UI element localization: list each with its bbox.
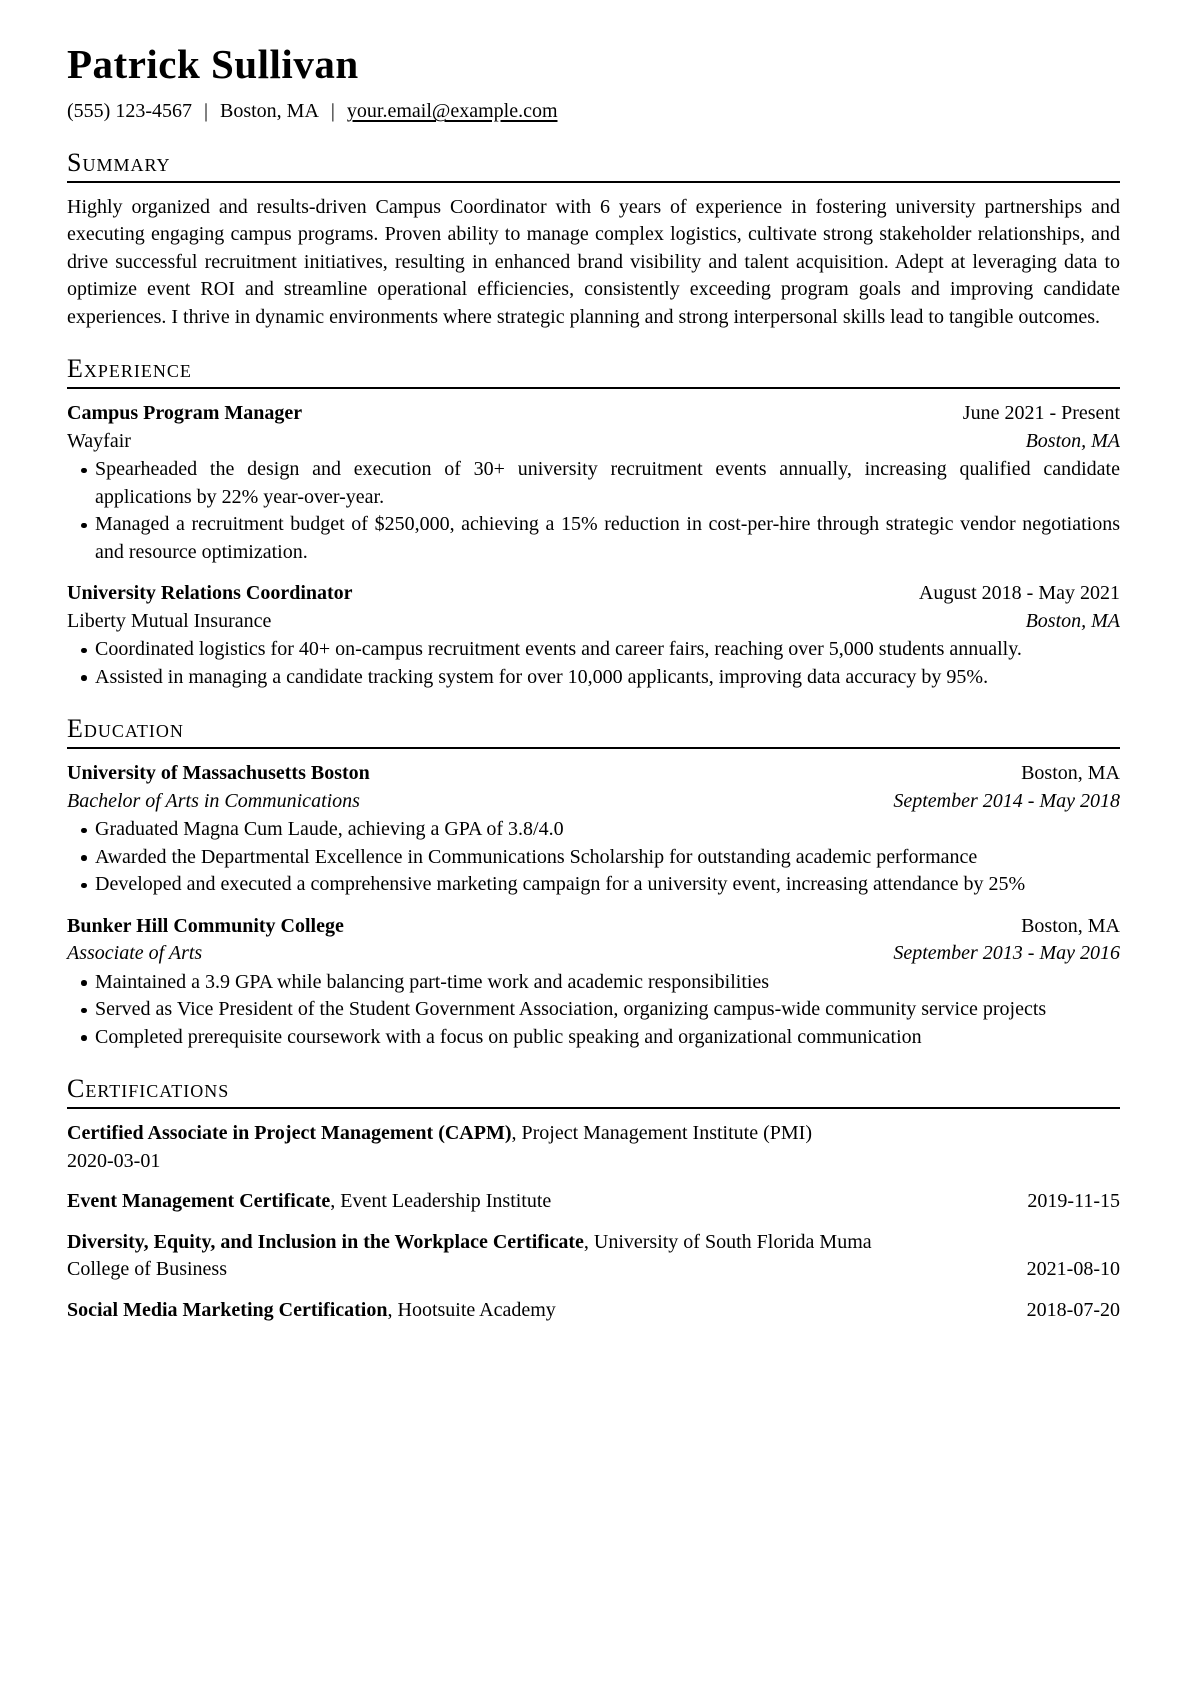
section-experience: [67, 354, 1120, 691]
cert-text-line: [67, 1120, 1120, 1148]
bullet-item: Managed a recruitment budget of $250,000, achieving a 15% reduction in cost-per-hire through strategic vendor negotiations and resource optimization.: [67, 511, 1120, 566]
school-location: Boston, MA: [1021, 762, 1120, 785]
school-name: Bunker Hill Community College: [67, 914, 344, 937]
job-location: Boston, MA: [1025, 429, 1120, 452]
summary-heading: Summary: [67, 148, 171, 178]
cert-issuer: , Event Leadership Institute: [330, 1190, 552, 1213]
cert-date: 2021-08-10: [1026, 1258, 1120, 1281]
cert-text-line: [67, 1297, 1120, 1325]
section-rule: [67, 747, 1120, 749]
summary-text: Highly organized and results-driven Campus Coordinator with 6 years of experience in fostering university partnerships and executing engaging campus programs. Proven ability to manage complex logistics, cultivate strong stakeholder relationships, and drive successful recruitment initiatives, resulting in enhanced brand visibility and talent acquisition. Adept at leveraging data to optimize event ROI and streamline operational efficiencies, consistently exceeding program goals and improving candidate experiences. I thrive in dynamic environments where strategic planning and strong interpersonal skills lead to tangible outcomes.: [67, 195, 1120, 328]
cert-date: 2018-07-20: [1026, 1298, 1120, 1321]
education-bullets: [67, 969, 1120, 1052]
job-title: Campus Program Manager: [67, 402, 303, 425]
cert-issuer: , Project Management Institute (PMI): [511, 1122, 812, 1145]
cert-date: 2020-03-01: [67, 1149, 161, 1172]
entry-title-row: [67, 400, 1120, 428]
certification-entry: [67, 1120, 1120, 1175]
entry-title-row: [67, 913, 1120, 941]
cert-name: Event Management Certificate: [67, 1190, 331, 1213]
entry-subtitle-row: [67, 428, 1120, 456]
entry-subtitle-row: [67, 608, 1120, 636]
job-location: Boston, MA: [1025, 609, 1120, 632]
cert-text-line: [67, 1188, 1120, 1216]
experience-entry: [67, 580, 1120, 691]
certification-entry: [67, 1229, 1120, 1284]
certifications-heading: Certifications: [67, 1074, 230, 1104]
education-dates: September 2014 - May 2018: [893, 789, 1120, 812]
section-education: [67, 714, 1120, 1051]
cert-issuer-continued: College of Business: [67, 1258, 227, 1281]
bullet-item: Completed prerequisite coursework with a focus on public speaking and organizational communication: [67, 1024, 1120, 1052]
contact-separator: |: [330, 100, 335, 123]
experience-heading: Experience: [67, 354, 192, 384]
cert-text: [67, 1188, 551, 1216]
school-location: Boston, MA: [1021, 914, 1120, 937]
cert-name: Certified Associate in Project Management (CAPM): [67, 1122, 512, 1145]
contact-separator: |: [203, 100, 208, 123]
cert-issuer: , University of South Florida Muma: [583, 1230, 872, 1253]
education-entry: [67, 760, 1120, 899]
section-rule: [67, 1107, 1120, 1109]
section-rule: [67, 387, 1120, 389]
education-entry: [67, 913, 1120, 1052]
bullet-item: Coordinated logistics for 40+ on-campus recruitment events and career fairs, reaching over 5,000 students annually.: [67, 636, 1120, 664]
cert-issuer: , Hootsuite Academy: [387, 1298, 556, 1321]
job-title: University Relations Coordinator: [67, 582, 353, 605]
bullet-item: Maintained a 3.9 GPA while balancing part-time work and academic responsibilities: [67, 969, 1120, 997]
cert-text: [67, 1297, 556, 1325]
section-summary: [67, 148, 1120, 331]
bullet-item: Graduated Magna Cum Laude, achieving a GPA of 3.8/4.0: [67, 816, 1120, 844]
education-bullets: [67, 816, 1120, 899]
section-certifications: [67, 1074, 1120, 1324]
cert-text-line: [67, 1256, 1120, 1284]
cert-name: Social Media Marketing Certification: [67, 1298, 388, 1321]
education-heading: Education: [67, 714, 184, 744]
degree-name: Bachelor of Arts in Communications: [67, 789, 360, 812]
entry-subtitle-row: [67, 788, 1120, 816]
experience-entry: [67, 400, 1120, 566]
job-bullets: [67, 636, 1120, 691]
cert-date: 2019-11-15: [1027, 1190, 1120, 1213]
job-dates: June 2021 - Present: [962, 402, 1120, 425]
education-dates: September 2013 - May 2016: [893, 942, 1120, 965]
entry-subtitle-row: [67, 940, 1120, 968]
entry-title-row: [67, 760, 1120, 788]
certification-entry: [67, 1188, 1120, 1216]
certification-entry: [67, 1297, 1120, 1325]
candidate-name: Patrick Sullivan: [67, 41, 359, 87]
bullet-item: Spearheaded the design and execution of 30+ university recruitment events annually, increasing qualified candidate applications by 22% year-over-year.: [67, 456, 1120, 511]
job-dates: August 2018 - May 2021: [918, 582, 1120, 605]
cert-name: Diversity, Equity, and Inclusion in the Workplace Certificate: [67, 1230, 584, 1253]
job-bullets: [67, 456, 1120, 566]
contact-location: Boston, MA: [220, 100, 319, 123]
bullet-item: Awarded the Departmental Excellence in Communications Scholarship for outstanding academic performance: [67, 844, 1120, 872]
contact-line: [67, 97, 1120, 125]
contact-email-link[interactable]: your.email@example.com: [346, 100, 558, 123]
bullet-item: Served as Vice President of the Student Government Association, organizing campus-wide community service projects: [67, 996, 1120, 1024]
degree-name: Associate of Arts: [67, 942, 203, 965]
bullet-item: Developed and executed a comprehensive marketing campaign for a university event, increasing attendance by 25%: [67, 871, 1120, 899]
entry-title-row: [67, 580, 1120, 608]
job-company: Wayfair: [67, 429, 131, 452]
cert-text-line: [67, 1229, 1120, 1257]
header: [67, 42, 1120, 125]
bullet-item: Assisted in managing a candidate tracking system for over 10,000 applicants, improving data accuracy by 95%.: [67, 664, 1120, 692]
section-rule: [67, 181, 1120, 183]
school-name: University of Massachusetts Boston: [67, 762, 370, 785]
job-company: Liberty Mutual Insurance: [67, 609, 272, 632]
contact-phone: (555) 123-4567: [67, 100, 192, 123]
